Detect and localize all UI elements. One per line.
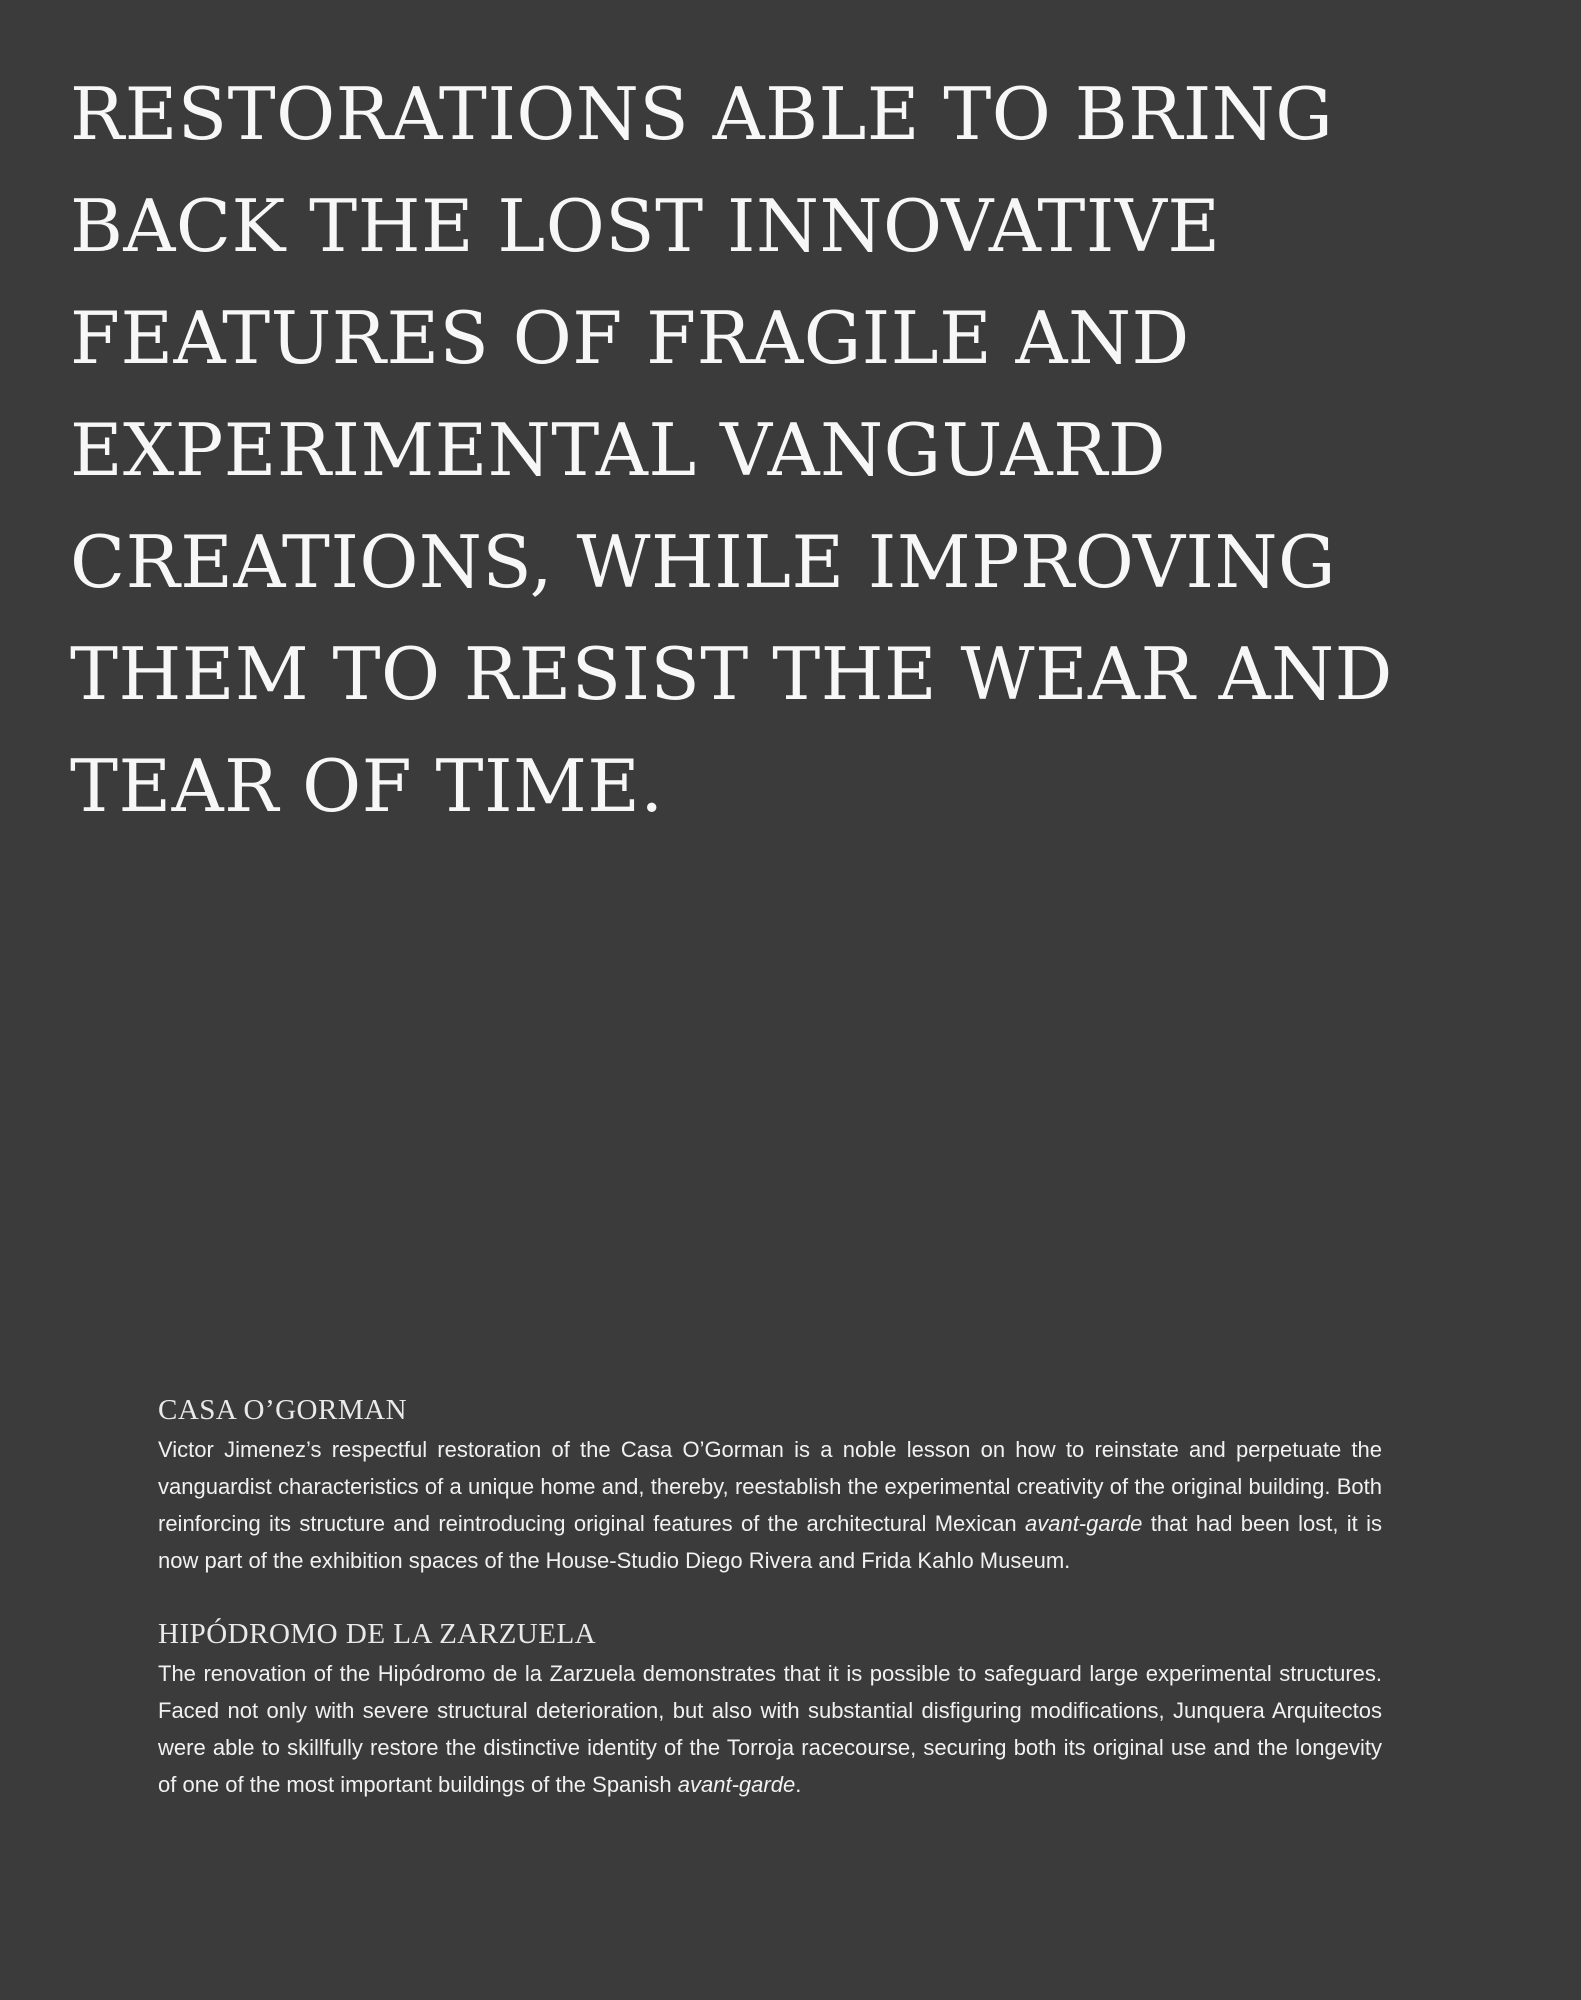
entry-body (158, 1431, 1382, 1579)
entry-casa-ogorman (158, 1393, 1382, 1579)
entry-body (158, 1655, 1382, 1803)
entry-body-italic: avant-garde (1024, 1511, 1143, 1536)
entry-body-text: that had been lost, it is now part of the exhibition spaces of the House-Studio Diego Rivera and Frida Kahlo Museum. (158, 1511, 1382, 1573)
headline-line: FEATURES OF FRAGILE AND (70, 296, 1190, 380)
headline-line: CREATIONS, WHILE IMPROVING (70, 520, 1336, 604)
entry-body-text: The renovation of the Hipódromo de la Zarzuela demonstrates that it is possible to safeguard large experimental structures. Faced not only with severe structural deterioration, but also with substantial disfiguring modifications, Junquera Arquitectos were able to skillfully restore the distinctive identity of the Torroja racecourse, securing both its original use and the longevity of one of the most important buildings of the Spanish (158, 1661, 1382, 1797)
project-entries (158, 1393, 1382, 1841)
entry-body-italic: avant-garde (677, 1772, 796, 1797)
entry-title: HIPÓDROMO DE LA ZARZUELA (158, 1618, 597, 1650)
headline-line: BACK THE LOST INNOVATIVE (70, 184, 1221, 268)
headline-line: RESTORATIONS ABLE TO BRING (70, 72, 1334, 156)
headline-line: EXPERIMENTAL VANGUARD (70, 408, 1167, 492)
entry-body-text: . (795, 1772, 802, 1797)
headline-line: THEM TO RESIST THE WEAR AND (70, 632, 1393, 716)
entry-title: CASA O’GORMAN (158, 1394, 408, 1426)
headline (70, 58, 1510, 842)
entry-hipodromo-zarzuela (158, 1617, 1382, 1803)
entry-body-text: Victor Jimenez’s respectful restoration of the Casa O’Gorman is a noble lesson on how to reinstate and perpetuate the vanguardist characteristics of a unique home and, thereby, reestablish the experimental creativity of the original building. Both reinforcing its structure and reintroducing original features of the architectural Mexican (158, 1437, 1382, 1536)
headline-line: TEAR OF TIME. (70, 744, 664, 828)
